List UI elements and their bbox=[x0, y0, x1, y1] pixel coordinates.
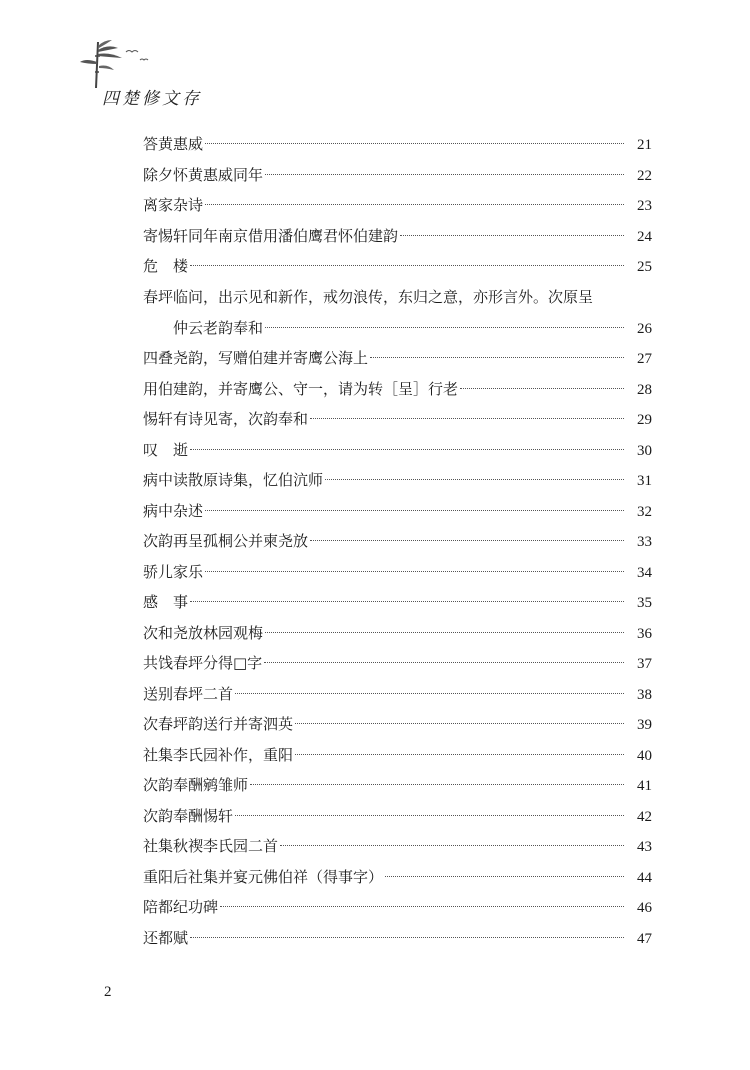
toc-entry[interactable] bbox=[143, 129, 652, 160]
running-header bbox=[78, 40, 218, 110]
toc-entry-page: 42 bbox=[637, 808, 652, 825]
table-of-contents bbox=[143, 129, 652, 953]
toc-entry-page: 39 bbox=[637, 717, 652, 733]
toc-entry-page: 32 bbox=[637, 503, 652, 520]
toc-entry-title: 社集李氏园补作，重阳 bbox=[143, 745, 294, 764]
toc-entry-page: 25 bbox=[637, 259, 652, 275]
dot-leader bbox=[190, 937, 624, 938]
bamboo-icon bbox=[78, 40, 158, 90]
toc-entry[interactable] bbox=[143, 892, 652, 923]
toc-entry-page: 37 bbox=[637, 656, 652, 672]
toc-entry-title: 四叠尧韵，写赠伯建并寄鹰公海上 bbox=[143, 349, 369, 367]
toc-entry[interactable] bbox=[143, 709, 652, 740]
toc-entry[interactable] bbox=[143, 679, 652, 710]
toc-entry-title: 惕轩有诗见寄，次韵奉和 bbox=[143, 410, 309, 428]
toc-entry[interactable] bbox=[143, 374, 652, 405]
dot-leader bbox=[250, 784, 624, 785]
toc-entry-page: 33 bbox=[637, 534, 652, 550]
toc-entry[interactable] bbox=[143, 251, 652, 282]
toc-entry-title: 病中读散原诗集，忆伯沆师 bbox=[143, 471, 324, 489]
toc-entry-title: 寄惕轩同年南京借用潘伯鹰君怀伯建韵 bbox=[143, 226, 399, 245]
toc-entry-page: 26 bbox=[637, 320, 652, 337]
toc-entry[interactable] bbox=[143, 801, 652, 832]
toc-entry-title: 陪都纪功碑 bbox=[143, 898, 219, 916]
toc-entry-title: 除夕怀黄惠威同年 bbox=[143, 165, 264, 184]
toc-entry[interactable] bbox=[143, 343, 652, 374]
dot-leader bbox=[205, 571, 624, 572]
toc-entry-page: 21 bbox=[637, 137, 652, 153]
dot-leader bbox=[205, 204, 624, 205]
toc-entry-page: 23 bbox=[637, 198, 652, 214]
toc-entry[interactable] bbox=[143, 923, 652, 954]
toc-entry-page: 44 bbox=[637, 869, 652, 886]
dot-leader bbox=[265, 327, 624, 328]
toc-entry[interactable] bbox=[143, 221, 652, 252]
toc-entry-page: 34 bbox=[637, 564, 652, 581]
toc-entry[interactable] bbox=[143, 526, 652, 557]
dot-leader bbox=[400, 235, 624, 236]
toc-entry[interactable] bbox=[143, 404, 652, 435]
dot-leader bbox=[310, 540, 624, 541]
toc-entry-page: 31 bbox=[637, 473, 652, 489]
toc-entry-page: 30 bbox=[637, 442, 652, 459]
toc-entry-title: 送别春坪二首 bbox=[143, 684, 234, 703]
dot-leader bbox=[190, 601, 624, 602]
toc-entry-page: 28 bbox=[637, 381, 652, 398]
toc-entry-title: 次韵再呈孤桐公并柬尧放 bbox=[143, 532, 309, 550]
toc-entry[interactable] bbox=[143, 648, 652, 679]
toc-entry-page: 35 bbox=[637, 595, 652, 611]
toc-entry[interactable] bbox=[143, 496, 652, 527]
toc-entry[interactable] bbox=[143, 862, 652, 893]
toc-entry-page: 43 bbox=[637, 839, 652, 855]
dot-leader bbox=[190, 265, 624, 266]
toc-entry-page: 29 bbox=[637, 412, 652, 428]
toc-entry-title: 骄儿家乐 bbox=[143, 562, 204, 581]
page-number: 2 bbox=[104, 984, 112, 1000]
toc-entry[interactable] bbox=[143, 282, 652, 344]
dot-leader bbox=[370, 357, 624, 358]
dot-leader bbox=[205, 510, 624, 511]
toc-entry-title: 答黄惠威 bbox=[143, 135, 204, 153]
toc-entry[interactable] bbox=[143, 740, 652, 771]
toc-entry[interactable] bbox=[143, 435, 652, 466]
toc-entry-title: 春坪临问，出示见和新作，戒勿浪传，东归之意，亦形言外。次原呈 bbox=[143, 287, 594, 306]
toc-entry[interactable] bbox=[143, 190, 652, 221]
toc-entry-page: 22 bbox=[637, 167, 652, 184]
toc-entry-page: 38 bbox=[637, 686, 652, 703]
toc-entry-title: 叹 逝 bbox=[143, 440, 189, 459]
toc-entry[interactable] bbox=[143, 465, 652, 496]
toc-entry-page: 40 bbox=[637, 747, 652, 764]
toc-entry[interactable] bbox=[143, 831, 652, 862]
toc-entry-title-continuation: 仲云老韵奉和 bbox=[173, 318, 264, 337]
toc-entry-title: 感 事 bbox=[143, 593, 189, 611]
dot-leader bbox=[190, 449, 624, 450]
toc-entry-title: 离家杂诗 bbox=[143, 196, 204, 214]
toc-entry-title: 危 楼 bbox=[143, 257, 189, 275]
header-title: 四楚修文存 bbox=[102, 89, 202, 109]
toc-entry-title: 社集秋禊李氏园二首 bbox=[143, 837, 279, 855]
dot-leader bbox=[205, 143, 624, 144]
toc-entry-title: 次和尧放林园观梅 bbox=[143, 623, 264, 642]
dot-leader bbox=[235, 693, 624, 694]
toc-entry-title: 用伯建韵，并寄鹰公、守一，请为转［呈］行老 bbox=[143, 379, 459, 398]
toc-entry[interactable] bbox=[143, 587, 652, 618]
dot-leader bbox=[220, 906, 624, 907]
toc-entry-title: 次韵奉酬鹓雏师 bbox=[143, 776, 249, 794]
toc-entry[interactable] bbox=[143, 770, 652, 801]
dot-leader bbox=[265, 174, 624, 175]
toc-entry[interactable] bbox=[143, 557, 652, 588]
dot-leader bbox=[310, 418, 624, 419]
toc-entry-title: 次春坪韵送行并寄泗英 bbox=[143, 715, 294, 733]
dot-leader bbox=[264, 662, 624, 663]
dot-leader bbox=[385, 876, 624, 877]
dot-leader bbox=[325, 479, 624, 480]
toc-entry-page: 27 bbox=[637, 351, 652, 367]
toc-entry-title: 病中杂述 bbox=[143, 501, 204, 520]
toc-entry-page: 36 bbox=[637, 625, 652, 642]
toc-entry[interactable] bbox=[143, 618, 652, 649]
toc-entry-page: 46 bbox=[637, 900, 652, 916]
dot-leader bbox=[235, 815, 624, 816]
toc-entry-page: 24 bbox=[637, 228, 652, 245]
dot-leader bbox=[460, 388, 624, 389]
toc-entry-page: 41 bbox=[637, 778, 652, 794]
toc-entry-page: 47 bbox=[637, 930, 652, 947]
toc-entry-title: 次韵奉酬惕轩 bbox=[143, 806, 234, 825]
dot-leader bbox=[265, 632, 624, 633]
toc-entry-title: 共饯春坪分得□字 bbox=[143, 654, 263, 672]
toc-entry-title: 还都赋 bbox=[143, 928, 189, 947]
toc-entry-title: 重阳后社集并宴元佛伯祥（得事字） bbox=[143, 867, 384, 886]
toc-entry[interactable] bbox=[143, 160, 652, 191]
dot-leader bbox=[295, 723, 624, 724]
dot-leader bbox=[280, 845, 624, 846]
dot-leader bbox=[295, 754, 624, 755]
